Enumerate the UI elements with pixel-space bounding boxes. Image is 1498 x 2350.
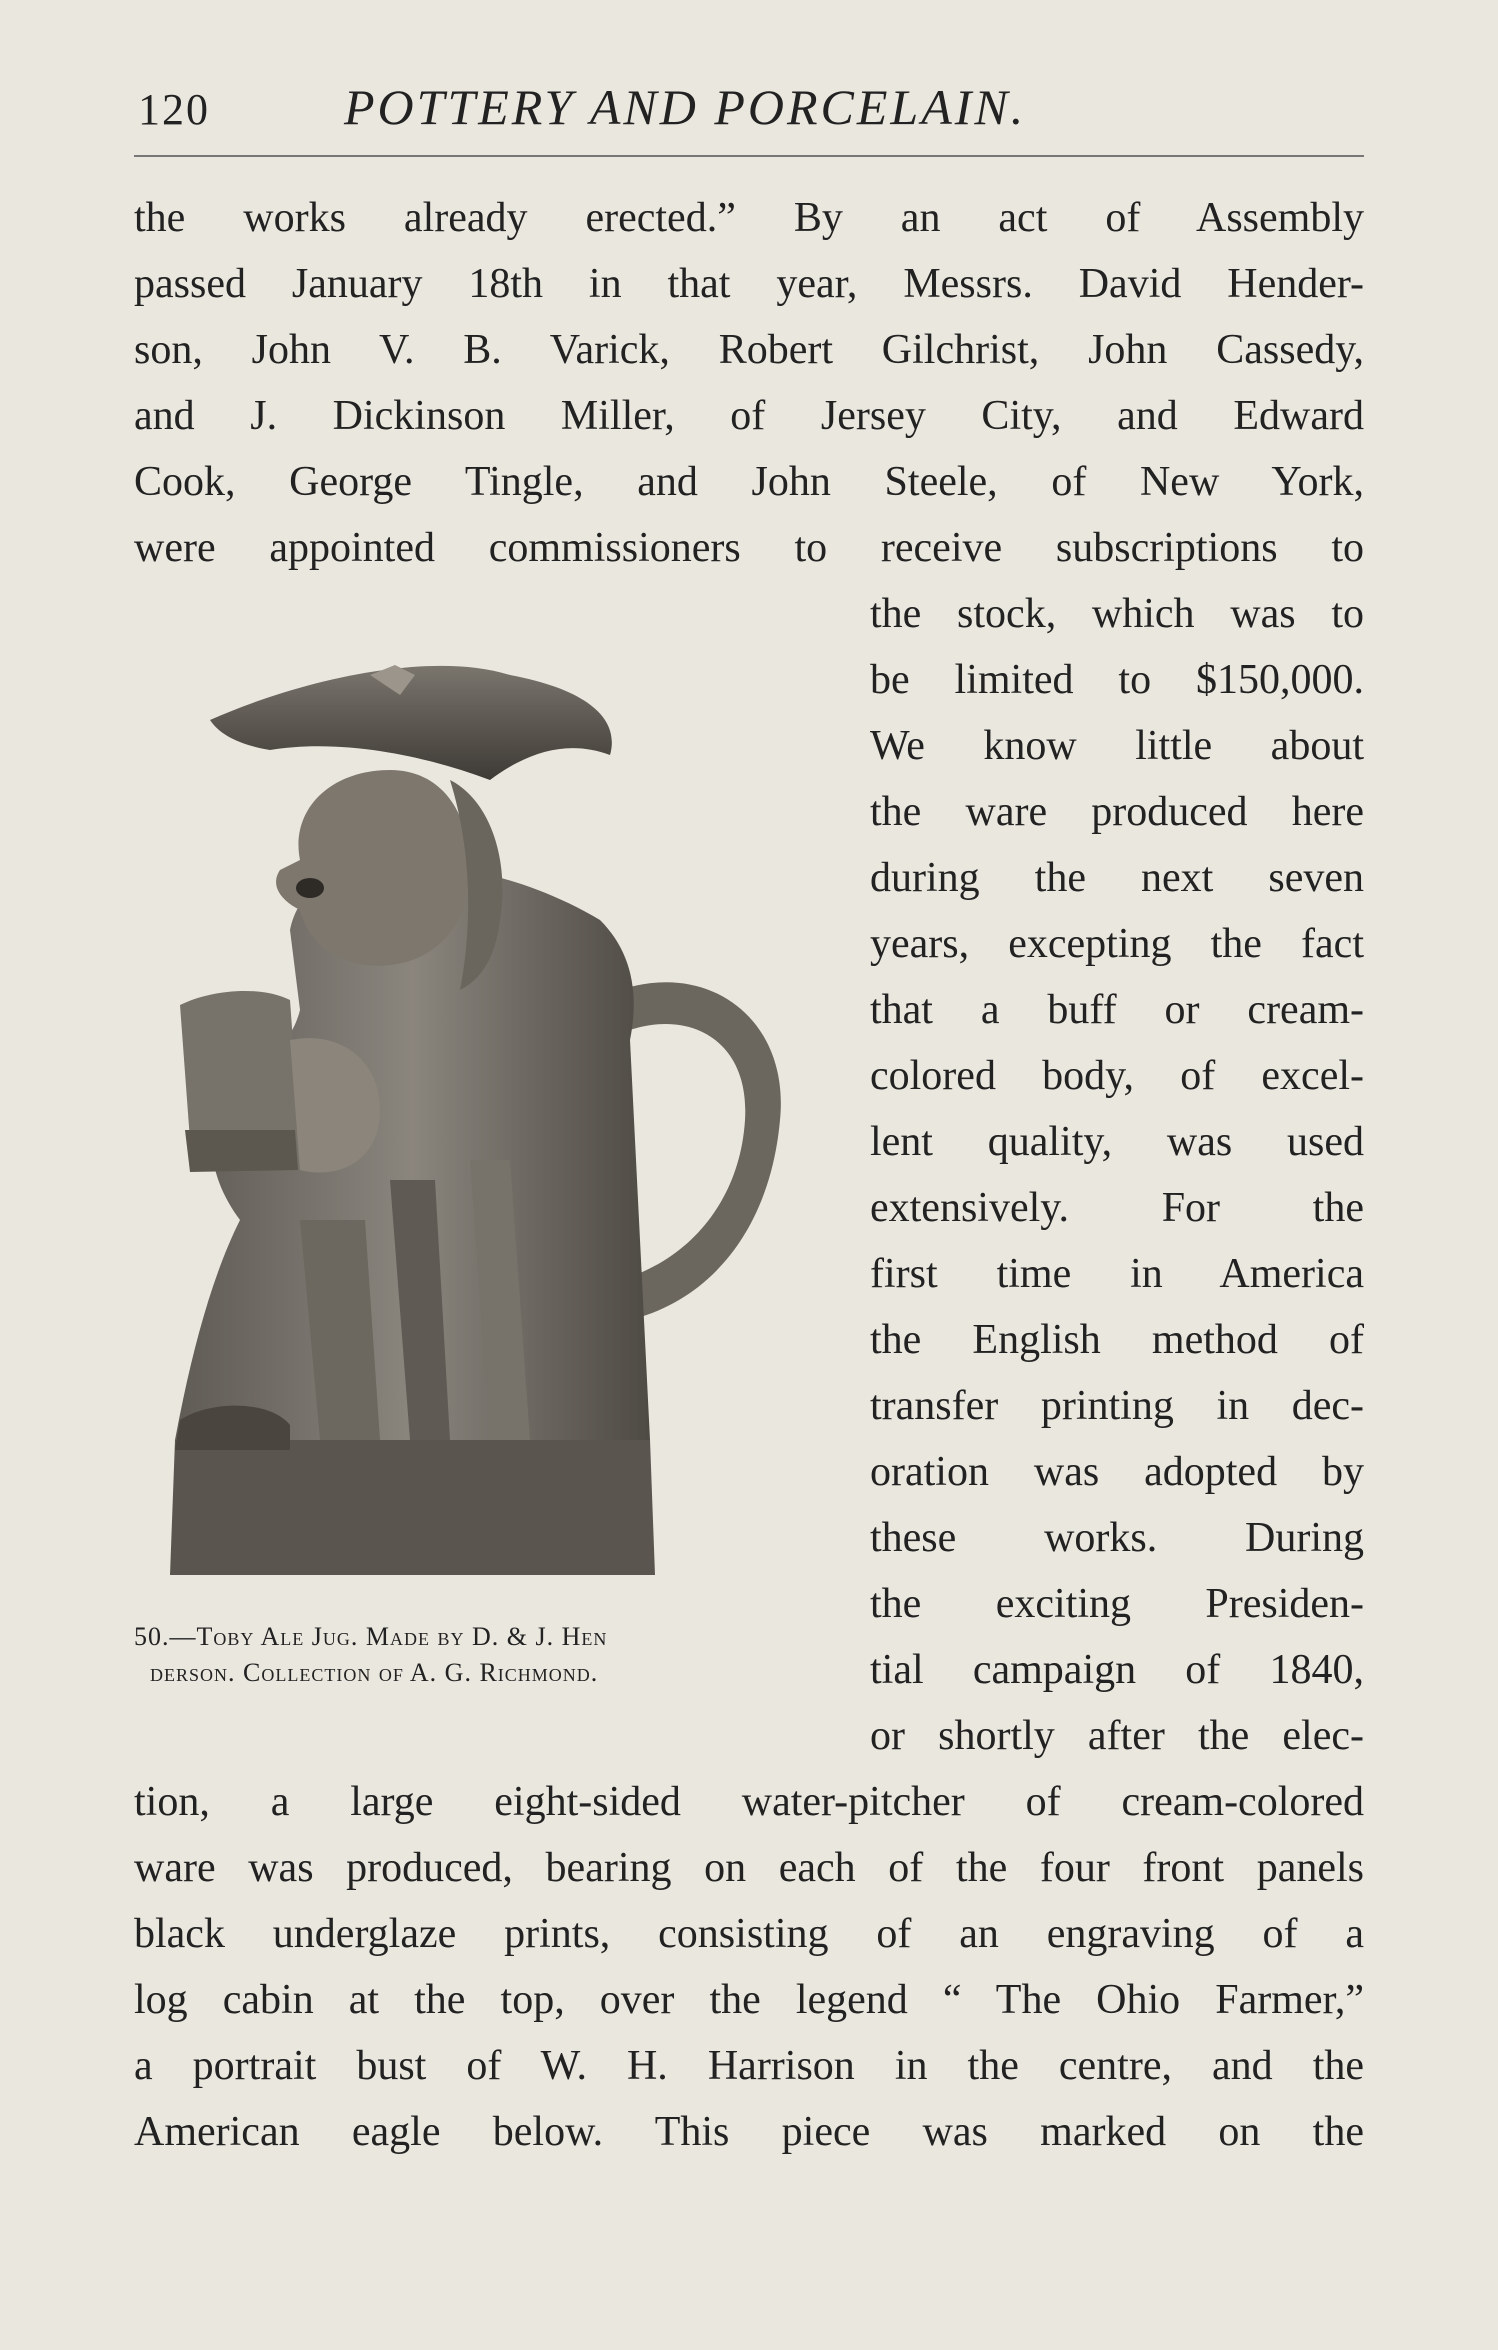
text-line: be limited to $150,000. xyxy=(870,657,1364,703)
text-line: the exciting Presiden- xyxy=(870,1581,1364,1627)
text-line: tial campaign of 1840, xyxy=(870,1647,1364,1693)
text-line: log cabin at the top, over the legend “ The Ohio Farmer,” xyxy=(134,1977,1364,2023)
text-line: transfer printing in dec- xyxy=(870,1383,1364,1429)
text-line: extensively. For the xyxy=(870,1185,1364,1231)
text-line: a portrait bust of W. H. Harrison in the centre, and the xyxy=(134,2043,1364,2089)
running-title: POTTERY AND PORCELAIN. xyxy=(344,79,1027,135)
text-line: American eagle below. This piece was marked on the xyxy=(134,2109,1364,2155)
figure-caption-line: derson. Collection of A. G. Richmond. xyxy=(150,1658,599,1687)
text-line: tion, a large eight-sided water-pitcher of cream-colored xyxy=(134,1779,1364,1825)
header-rule xyxy=(134,155,1364,157)
text-line: were appointed commissioners to receive subscriptions to xyxy=(134,525,1364,571)
text-line: during the next seven xyxy=(870,855,1364,901)
text-line: these works. During xyxy=(870,1515,1364,1561)
text-line: first time in America xyxy=(870,1251,1364,1297)
page-number: 120 xyxy=(138,85,210,134)
text-line: that a buff or cream- xyxy=(870,987,1364,1033)
text-line: ware was produced, bearing on each of the four front panels xyxy=(134,1845,1364,1891)
text-line: passed January 18th in that year, Messrs. David Hender- xyxy=(134,261,1364,307)
text-line: We know little about xyxy=(870,723,1364,769)
text-line: Cook, George Tingle, and John Steele, of New York, xyxy=(134,459,1364,505)
text-line: years, excepting the fact xyxy=(870,921,1364,967)
text-line: or shortly after the elec- xyxy=(870,1713,1364,1759)
text-line: the works already erected.” By an act of Assembly xyxy=(134,195,1364,241)
figure-caption-line: 50.—Toby Ale Jug. Made by D. & J. Hen xyxy=(134,1622,608,1651)
text-line: oration was adopted by xyxy=(870,1449,1364,1495)
text-line: son, John V. B. Varick, Robert Gilchrist, John Cassedy, xyxy=(134,327,1364,373)
text-line: the English method of xyxy=(870,1317,1364,1363)
page-header xyxy=(134,70,1364,150)
text-line: the stock, which was to xyxy=(870,591,1364,637)
text-line: and J. Dickinson Miller, of Jersey City, and Edward xyxy=(134,393,1364,439)
text-line: colored body, of excel- xyxy=(870,1053,1364,1099)
text-line: lent quality, was used xyxy=(870,1119,1364,1165)
text-line: the ware produced here xyxy=(870,789,1364,835)
toby-jug-illustration xyxy=(150,660,810,1580)
text-line: black underglaze prints, consisting of an engraving of a xyxy=(134,1911,1364,1957)
